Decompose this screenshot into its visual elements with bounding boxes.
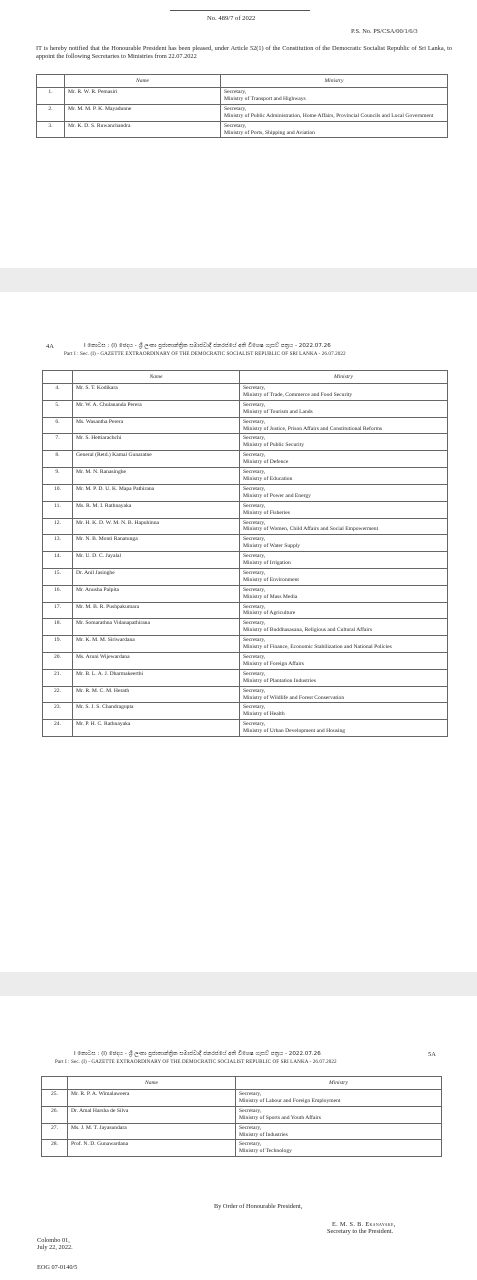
ministry-cell: Secretary, Ministry of Irrigation bbox=[240, 552, 448, 569]
row-number: 9. bbox=[43, 468, 73, 485]
table-row bbox=[43, 518, 448, 535]
table-row bbox=[43, 720, 448, 737]
ministry-cell: Secretary, Ministry of Agriculture bbox=[240, 602, 448, 619]
secretary-name: Mr. H. K. D. W. M. N. B. Hapuhinna bbox=[73, 518, 240, 535]
table-row bbox=[43, 535, 448, 552]
row-number: 12. bbox=[43, 518, 73, 535]
row-number: 22. bbox=[43, 686, 73, 703]
col-no-header bbox=[42, 1077, 68, 1090]
row-number: 28. bbox=[42, 1140, 68, 1157]
table-row bbox=[43, 451, 448, 468]
signatory-title: Secretary to the President. bbox=[327, 1228, 394, 1235]
by-order-line: By Order of Honourable President, bbox=[214, 1203, 303, 1210]
table-row bbox=[43, 686, 448, 703]
row-number: 16. bbox=[43, 585, 73, 602]
ministry-cell: Secretary, Ministry of Sports and Youth Affairs bbox=[236, 1106, 442, 1123]
col-ministry-header: Ministry bbox=[240, 371, 448, 384]
header-sinhala: I කොටස : (I) ඡෙදය - ශ්‍රී ලංකා ප්‍රජාතාන්ත්‍රික සමාජවාදී ජනරජයේ අති විශෙෂ ගැසට් පත්‍රය - 2022.07.26 bbox=[74, 1051, 321, 1057]
secretary-name: Mr. M. B. R. Pushpakumara bbox=[73, 602, 240, 619]
table-row bbox=[43, 384, 448, 401]
ministry-cell: Secretary, Ministry of Finance, Economic Stabilization and National Policies bbox=[240, 636, 448, 653]
row-number: 2. bbox=[37, 104, 65, 121]
row-number: 17. bbox=[43, 602, 73, 619]
signatory-name: E. M. S. B. Ekanayake, bbox=[332, 1221, 396, 1228]
secretary-name: Mr. S. Hettiarachchi bbox=[73, 434, 240, 451]
row-number: 26. bbox=[42, 1106, 68, 1123]
table-row bbox=[37, 104, 448, 121]
col-ministry-header: Ministry bbox=[236, 1077, 442, 1090]
secretary-name: Mr. K. M. M. Siriwardana bbox=[73, 636, 240, 653]
ministry-cell: Secretary, Ministry of Women, Child Affairs and Social Empowerment bbox=[240, 518, 448, 535]
table-row bbox=[43, 669, 448, 686]
secretary-name: Mr. S. T. Kodikara bbox=[73, 384, 240, 401]
secretary-name: Mr. P. H. C. Rathnayaka bbox=[73, 720, 240, 737]
secretary-name: Mr. U. D. C. Jayalal bbox=[73, 552, 240, 569]
ministry-cell: Secretary, Ministry of Fisheries bbox=[240, 501, 448, 518]
ministry-cell: Secretary, Ministry of Labour and Foreign Employment bbox=[236, 1090, 442, 1107]
row-number: 19. bbox=[43, 636, 73, 653]
place-line: Colombo 01, bbox=[37, 1237, 70, 1244]
table-header bbox=[37, 75, 448, 88]
ministry-cell: Secretary, Ministry of Wildlife and Forest Conservation bbox=[240, 686, 448, 703]
ps-number: P.S. No. PS/CSA/00/1/6/3 bbox=[351, 28, 418, 35]
secretary-name: Mr. B. L. A. J. Dharmakeerthi bbox=[73, 669, 240, 686]
table-row bbox=[43, 434, 448, 451]
table-row bbox=[37, 88, 448, 105]
ministry-cell: Secretary, Ministry of Environment bbox=[240, 568, 448, 585]
ministry-cell: Secretary, Ministry of Health bbox=[240, 703, 448, 720]
secretary-name: Ms. Wasantha Perera bbox=[73, 417, 240, 434]
ministry-cell: Secretary, Ministry of Industries bbox=[236, 1123, 442, 1140]
ministry-cell: Secretary, Ministry of Urban Development and Housing bbox=[240, 720, 448, 737]
table-row bbox=[43, 636, 448, 653]
notice-number: No. 489/7 of 2022 bbox=[207, 15, 256, 22]
date-line: July 22, 2022. bbox=[37, 1244, 73, 1251]
table-row bbox=[43, 653, 448, 670]
page-number: 5A bbox=[428, 1051, 436, 1058]
table-row bbox=[43, 568, 448, 585]
secretaries-table-3 bbox=[41, 1076, 442, 1157]
row-number: 1. bbox=[37, 88, 65, 105]
row-number: 4. bbox=[43, 384, 73, 401]
gazette-page-2 bbox=[0, 292, 477, 972]
ministry-cell: Secretary, Ministry of Education bbox=[240, 468, 448, 485]
table-header bbox=[43, 371, 448, 384]
secretary-name: Mr. R. W. R. Pemasiri bbox=[65, 88, 221, 105]
table-header bbox=[42, 1077, 442, 1090]
row-number: 14. bbox=[43, 552, 73, 569]
header-english: Part I : Sec. (I) - GAZETTE EXTRAORDINARY OF THE DEMOCRATIC SOCIALIST REPUBLIC OF SRI LANKA - 26.07.2022 bbox=[55, 1059, 337, 1065]
secretary-name: Mr. M. P. D. U. K. Mapa Pathirana bbox=[73, 484, 240, 501]
ministry-cell: Secretary, Ministry of Trade, Commerce and Food Security bbox=[240, 384, 448, 401]
table-row bbox=[43, 703, 448, 720]
table-row bbox=[42, 1090, 442, 1107]
table-row bbox=[43, 400, 448, 417]
ministry-cell: Secretary, Ministry of Justice, Prison Affairs and Constitutional Reforms bbox=[240, 417, 448, 434]
ministry-cell: Secretary, Ministry of Water Supply bbox=[240, 535, 448, 552]
ministry-cell: Secretary, Ministry of Ports, Shipping and Aviation bbox=[221, 121, 448, 138]
ministry-cell: Secretary, Ministry of Transport and Highways bbox=[221, 88, 448, 105]
table-row bbox=[43, 602, 448, 619]
row-number: 21. bbox=[43, 669, 73, 686]
ministry-cell: Secretary, Ministry of Defence bbox=[240, 451, 448, 468]
table-row bbox=[43, 417, 448, 434]
row-number: 6. bbox=[43, 417, 73, 434]
col-ministry-header: Ministry bbox=[221, 75, 448, 88]
secretary-name: Mr. R. M. C. M. Herath bbox=[73, 686, 240, 703]
page-gap bbox=[0, 268, 477, 292]
secretary-name: Prof. N. D. Gunawardana bbox=[68, 1140, 236, 1157]
secretary-name: Mr. M. N. Ranasinghe bbox=[73, 468, 240, 485]
top-rule bbox=[170, 10, 310, 11]
secretary-name: Mr. Anusha Palpita bbox=[73, 585, 240, 602]
secretary-name: Mr. W. A. Chulananda Perera bbox=[73, 400, 240, 417]
secretary-name: Mr. R. P. A. Wimalaweera bbox=[68, 1090, 236, 1107]
table-row bbox=[43, 619, 448, 636]
secretary-name: Mr. N. B. Monti Ranatunga bbox=[73, 535, 240, 552]
row-number: 3. bbox=[37, 121, 65, 138]
secretary-name: General (Retd.) Kamal Gunaratne bbox=[73, 451, 240, 468]
ministry-cell: Secretary, Ministry of Technology bbox=[236, 1140, 442, 1157]
secretary-name: Mr. K. D. S. Ruwanchandra bbox=[65, 121, 221, 138]
secretary-name: Dr. Amal Harsha de Silva bbox=[68, 1106, 236, 1123]
table-row bbox=[43, 585, 448, 602]
row-number: 8. bbox=[43, 451, 73, 468]
ministry-cell: Secretary, Ministry of Mass Media bbox=[240, 585, 448, 602]
table-row bbox=[37, 121, 448, 138]
secretary-name: Mr. M. M. P. K. Mayadunne bbox=[65, 104, 221, 121]
col-no-header bbox=[43, 371, 73, 384]
secretaries-table-2 bbox=[42, 370, 448, 737]
table-row bbox=[42, 1106, 442, 1123]
ministry-cell: Secretary, Ministry of Foreign Affairs bbox=[240, 653, 448, 670]
row-number: 20. bbox=[43, 653, 73, 670]
ministry-cell: Secretary, Ministry of Buddhasasana, Religious and Cultural Affairs bbox=[240, 619, 448, 636]
notification-text: IT is hereby notified that the Honourable President has been pleased, under Article 52(1) of the Constitution of the Democratic Socialist Republic of Sri Lanka, to appoint the following Secretaries to Ministries from 22.07.2022 bbox=[36, 45, 452, 60]
ministry-cell: Secretary, Ministry of Tourism and Lands bbox=[240, 400, 448, 417]
secretary-name: Dr. Anil Jasinghe bbox=[73, 568, 240, 585]
secretary-name: Ms. J. M. T. Jayasundara bbox=[68, 1123, 236, 1140]
table-row bbox=[43, 468, 448, 485]
page-number: 4A bbox=[46, 343, 54, 350]
secretaries-table-1 bbox=[36, 74, 448, 138]
table-row bbox=[43, 501, 448, 518]
row-number: 7. bbox=[43, 434, 73, 451]
row-number: 11. bbox=[43, 501, 73, 518]
ministry-cell: Secretary, Ministry of Public Security bbox=[240, 434, 448, 451]
row-number: 13. bbox=[43, 535, 73, 552]
table-row bbox=[43, 484, 448, 501]
row-number: 10. bbox=[43, 484, 73, 501]
ministry-cell: Secretary, Ministry of Power and Energy bbox=[240, 484, 448, 501]
table-row bbox=[42, 1140, 442, 1157]
row-number: 5. bbox=[43, 400, 73, 417]
secretary-name: Mr. S. J. S. Chandragupta bbox=[73, 703, 240, 720]
header-sinhala: I කොටස : (I) ඡෙදය - ශ්‍රී ලංකා ප්‍රජාතාන්ත්‍රික සමාජවාදී ජනරජයේ අති විශෙෂ ගැසට් පත්‍රය - 2022.07.26 bbox=[84, 343, 331, 349]
table-row bbox=[42, 1123, 442, 1140]
table-row bbox=[43, 552, 448, 569]
ministry-cell: Secretary, Ministry of Plantation Industries bbox=[240, 669, 448, 686]
col-name-header: Name bbox=[68, 1077, 236, 1090]
reference-line: EOG 07-0140/5 bbox=[37, 1264, 78, 1271]
gazette-page-1 bbox=[0, 0, 477, 268]
row-number: 23. bbox=[43, 703, 73, 720]
ministry-cell: Secretary, Ministry of Public Administration, Home Affairs, Provincial Councils and Local Government bbox=[221, 104, 448, 121]
row-number: 25. bbox=[42, 1090, 68, 1107]
page-gap bbox=[0, 972, 477, 996]
row-number: 15. bbox=[43, 568, 73, 585]
secretary-name: Ms. R. M. I. Rathnayaka bbox=[73, 501, 240, 518]
secretary-name: Ms. Aruni Wijewardana bbox=[73, 653, 240, 670]
row-number: 18. bbox=[43, 619, 73, 636]
row-number: 24. bbox=[43, 720, 73, 737]
col-name-header: Name bbox=[65, 75, 221, 88]
col-name-header: Name bbox=[73, 371, 240, 384]
col-no-header bbox=[37, 75, 65, 88]
header-english: Part I : Sec. (I) - GAZETTE EXTRAORDINARY OF THE DEMOCRATIC SOCIALIST REPUBLIC OF SRI LANKA - 26.07.2022 bbox=[64, 351, 346, 357]
gazette-page-3 bbox=[0, 996, 477, 1280]
secretary-name: Mr. Somarathna Vidanapathirana bbox=[73, 619, 240, 636]
row-number: 27. bbox=[42, 1123, 68, 1140]
